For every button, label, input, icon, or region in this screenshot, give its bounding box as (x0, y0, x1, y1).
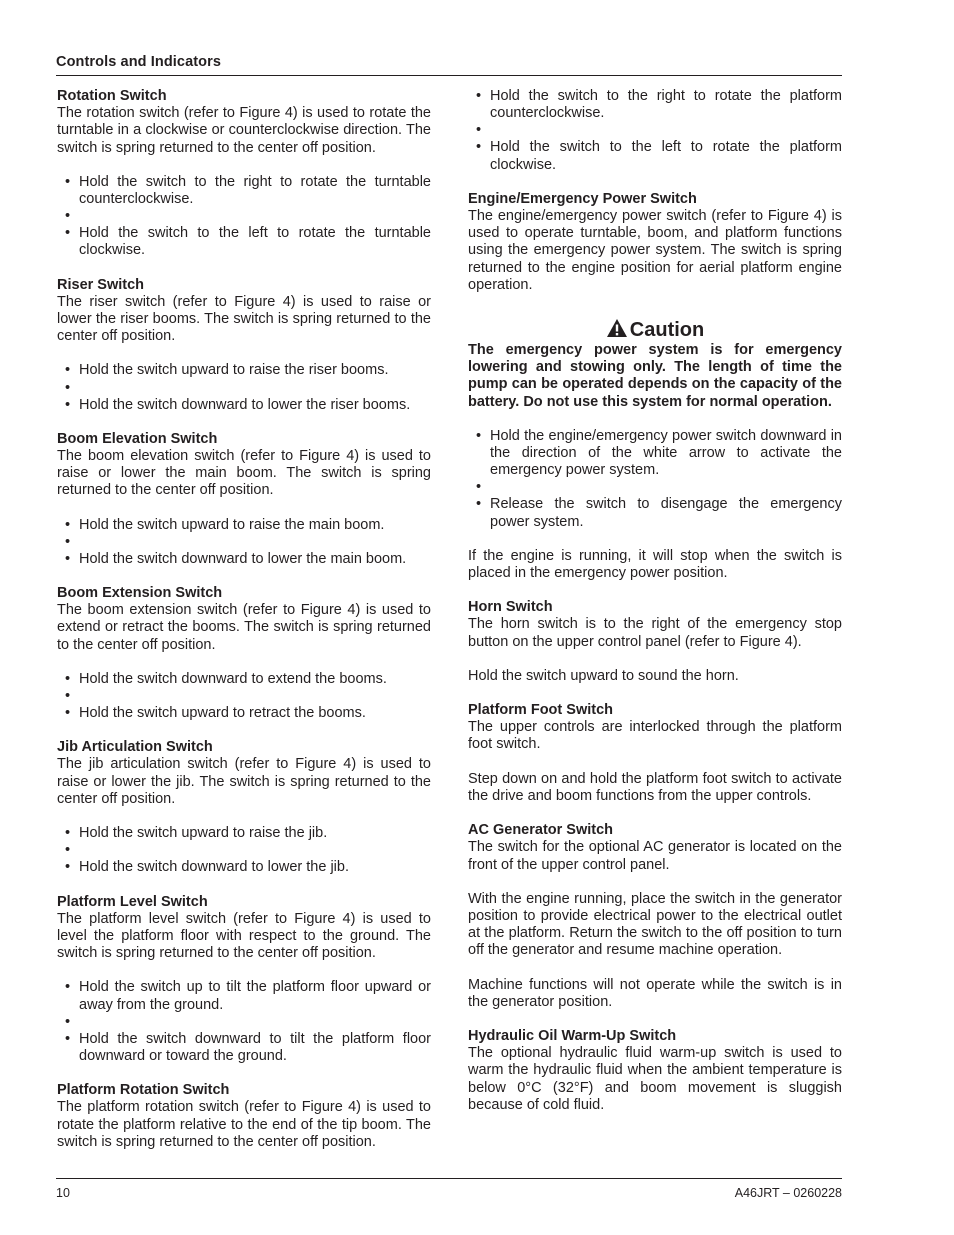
page-number: 10 (56, 1186, 70, 1200)
list-item: • Hold the switch upward to raise the riser booms. (57, 362, 431, 379)
header-rule (56, 75, 842, 76)
list-item: • Hold the switch to the right to rotate the platform counterclockwise. (468, 88, 842, 122)
boom-elevation-list (57, 517, 431, 568)
jib-articulation-heading: Jib Articulation Switch (57, 739, 213, 756)
hydraulic-warmup-body: The optional hydraulic fluid warm-up switch is used to warm the hydraulic fluid when the ambient temperature is below 0°C (32°F) and boom movement is sluggish because of cold fluid. (468, 1045, 842, 1113)
platform-rotation-list (468, 88, 842, 174)
engine-emergency-body: The engine/emergency power switch (refer to Figure 4) is used to operate turntable, boom, and platform functions using the emergency power system. The switch is spring returned to the engine position for aerial platform engine operation. (468, 208, 842, 293)
list-item: • Release the switch to disengage the emergency power system. (468, 496, 842, 530)
document-id: A46JRT – 0260228 (734, 1186, 842, 1200)
boom-extension-heading: Boom Extension Switch (57, 585, 223, 602)
section-header: Controls and Indicators (56, 54, 222, 70)
hydraulic-warmup-heading: Hydraulic Oil Warm-Up Switch (468, 1027, 677, 1044)
list-item: • Hold the switch upward to retract the booms. (57, 705, 431, 722)
right-column (468, 88, 842, 1114)
boom-extension-list (57, 671, 431, 722)
riser-switch-heading: Riser Switch (57, 276, 145, 293)
rotation-switch-list (57, 174, 431, 260)
platform-foot-instruction: Step down on and hold the platform foot switch to activate the drive and boom functions from the upper controls. (468, 770, 842, 804)
list-item: • Hold the switch downward to extend the booms. (57, 671, 431, 688)
horn-switch-heading: Horn Switch (468, 599, 553, 616)
horn-switch-body: The horn switch is to the right of the emergency stop button on the upper control panel (refer to Figure 4). (468, 616, 842, 650)
footer-rule (56, 1178, 842, 1179)
engine-emergency-heading: Engine/Emergency Power Switch (468, 190, 697, 207)
caution-text: The emergency power system is for emergency lowering and stowing only. The length of time the pump can be operated depends on the capacity of the battery. Do not use this system for normal operation. (468, 342, 842, 410)
boom-elevation-heading: Boom Elevation Switch (57, 430, 218, 447)
engine-running-note: If the engine is running, it will stop when the switch is placed in the emergency power position. (468, 547, 842, 582)
list-item: • Hold the switch upward to raise the jib. (57, 825, 431, 842)
warning-triangle-icon (606, 318, 628, 338)
list-item: • Hold the engine/emergency power switch downward in the direction of the white arrow to activate the emergency power system. (468, 428, 842, 480)
platform-foot-heading: Platform Foot Switch (468, 702, 613, 719)
platform-level-list (57, 979, 431, 1065)
list-item: • Hold the switch downward to lower the riser booms. (57, 397, 431, 414)
left-column (57, 88, 431, 1151)
list-item: • Hold the switch downward to tilt the platform floor downward or toward the ground. (57, 1031, 431, 1065)
list-item: • Hold the switch downward to lower the main boom. (57, 551, 431, 568)
platform-foot-body: The upper controls are interlocked through the platform foot switch. (468, 719, 842, 753)
emergency-power-list (468, 428, 842, 531)
ac-generator-note: Machine functions will not operate while the switch is in the generator position. (468, 976, 842, 1010)
list-item: • Hold the switch upward to raise the main boom. (57, 517, 431, 534)
horn-switch-instruction: Hold the switch upward to sound the horn. (468, 667, 739, 684)
list-item: • Hold the switch to the right to rotate the turntable counterclockwise. (57, 174, 431, 208)
rotation-switch-heading: Rotation Switch (57, 88, 167, 104)
caution-heading (468, 314, 842, 342)
jib-articulation-body: The jib articulation switch (refer to Figure 4) is used to raise or lower the jib. The switch is spring returned to the center off position. (57, 756, 431, 807)
riser-switch-body: The riser switch (refer to Figure 4) is used to raise or lower the riser booms. The switch is spring returned to the center off position. (57, 293, 431, 345)
riser-switch-list (57, 362, 431, 413)
ac-generator-instruction: With the engine running, place the switch in the generator position to provide electrical power to the electrical outlet at the platform. Return the switch to the off position to turn off the generator and resume machine operation. (468, 890, 842, 959)
platform-level-body: The platform level switch (refer to Figure 4) is used to level the platform floor with respect to the ground. The switch is spring returned to the center off position. (57, 910, 431, 962)
platform-rotation-body: The platform rotation switch (refer to Figure 4) is used to rotate the platform relative to the end of the tip boom. The switch is spring returned to the center off position. (57, 1099, 431, 1150)
list-item: • Hold the switch to the left to rotate the turntable clockwise. (57, 225, 431, 259)
boom-extension-body: The boom extension switch (refer to Figure 4) is used to extend or retract the booms. The switch is spring returned to the center off position. (57, 602, 431, 653)
ac-generator-body: The switch for the optional AC generator is located on the front of the upper control panel. (468, 839, 842, 873)
boom-elevation-body: The boom elevation switch (refer to Figure 4) is used to raise or lower the main boom. The switch is spring returned to the center off position. (57, 448, 431, 499)
list-item: • Hold the switch to the left to rotate the platform clockwise. (468, 139, 842, 173)
ac-generator-heading: AC Generator Switch (468, 822, 614, 839)
list-item: • Hold the switch up to tilt the platform floor upward or away from the ground. (57, 979, 431, 1013)
caution-title-text: Caution (629, 319, 705, 342)
platform-level-heading: Platform Level Switch (57, 893, 208, 910)
platform-rotation-heading: Platform Rotation Switch (57, 1082, 230, 1099)
rotation-switch-body: The rotation switch (refer to Figure 4) is used to rotate the turntable in a clockwise or counterclockwise direction. The switch is spring returned to the center off position. (57, 105, 431, 156)
jib-articulation-list (57, 825, 431, 876)
list-item: • Hold the switch downward to lower the jib. (57, 859, 431, 876)
